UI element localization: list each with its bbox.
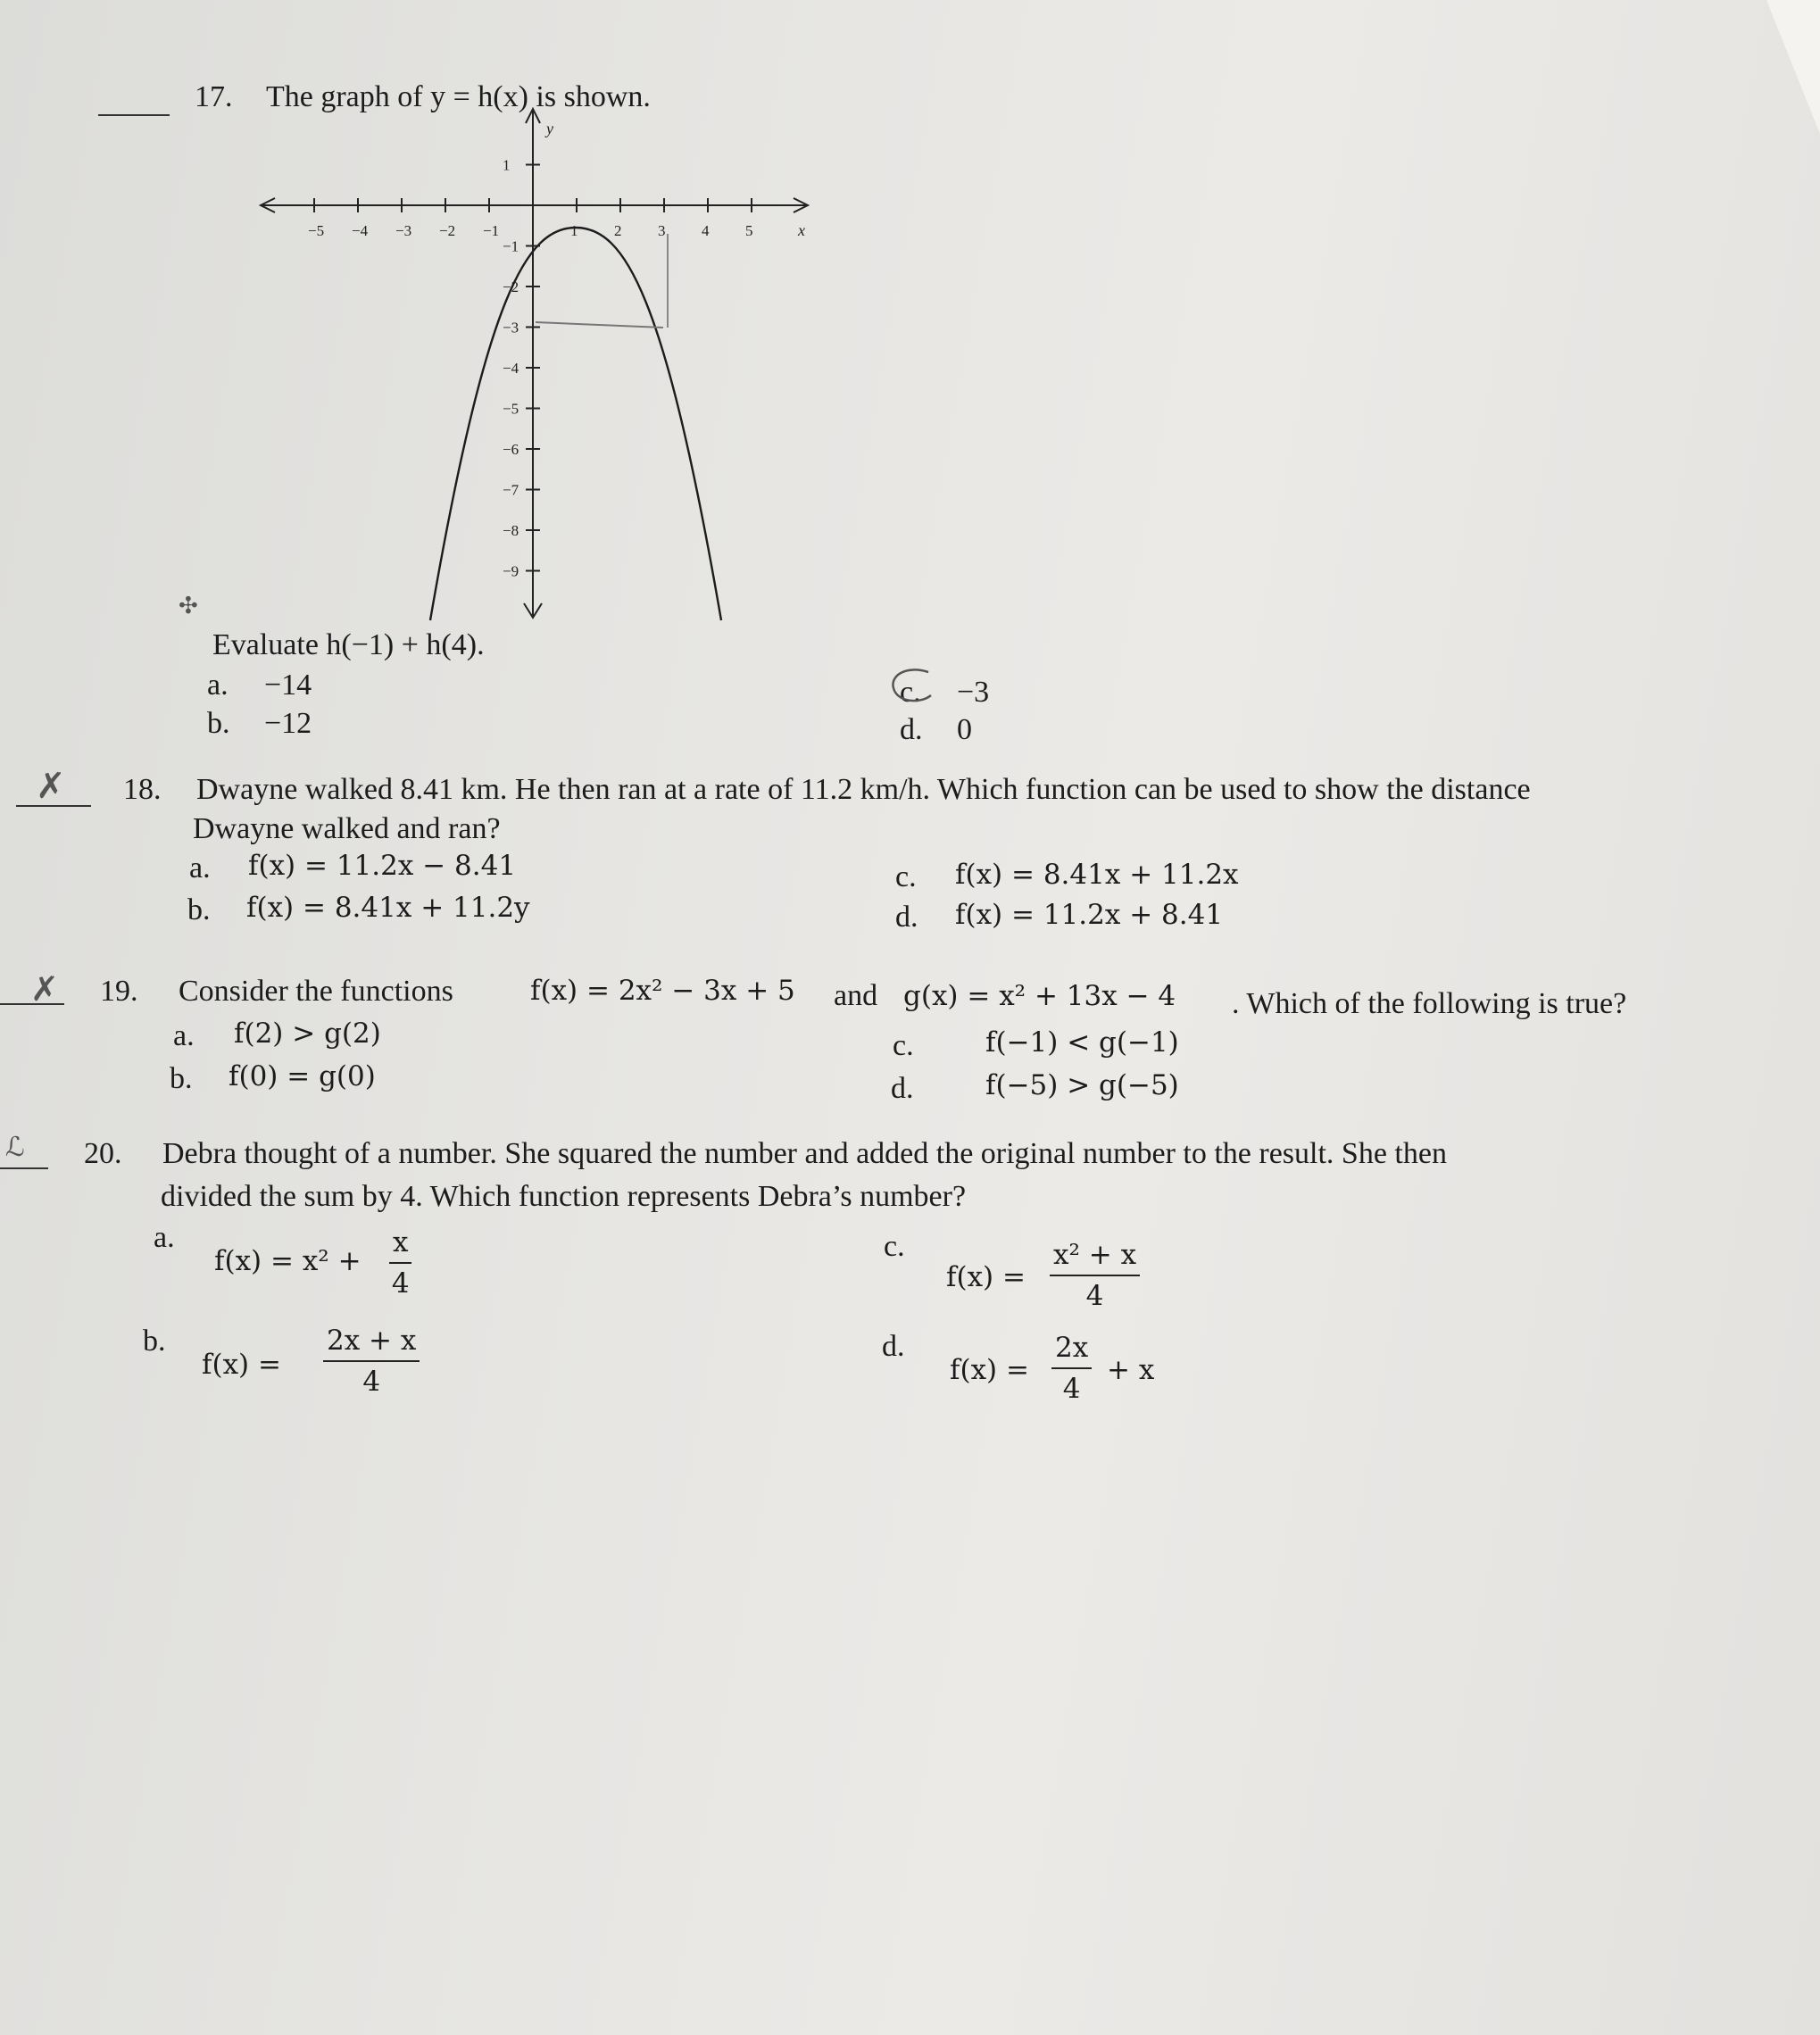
q20-choice-d-denominator: 4 — [1062, 1373, 1081, 1405]
q19-choice-d: f(−5) > g(−5) — [985, 1069, 1179, 1101]
x-tick-label: −5 — [308, 222, 325, 239]
q20-choice-a-letter: a. — [154, 1221, 175, 1254]
x-axis-label: x — [798, 221, 805, 239]
q19-number: 19. — [100, 975, 138, 1008]
y-tick-label: −3 — [503, 319, 519, 336]
desk-corner — [1766, 0, 1820, 134]
q18-choice-d-letter: d. — [895, 901, 918, 934]
q19-g-definition: g(x) = x² + 13x − 4 — [903, 980, 1176, 1012]
y-tick-label: 1 — [503, 156, 511, 174]
q20-choice-b-numerator: 2x + x — [323, 1325, 420, 1362]
y-tick-label: −9 — [503, 562, 519, 580]
q19-choice-d-letter: d. — [891, 1072, 914, 1105]
q20-choice-b-fraction — [323, 1325, 420, 1398]
pencil-star-mark: ✣ — [179, 593, 198, 619]
q20-choice-a-lhs: f(x) = x² + — [214, 1245, 362, 1277]
x-tick-label: 1 — [570, 222, 578, 239]
q20-choice-b-denominator: 4 — [362, 1366, 381, 1398]
q18-choice-b-letter: b. — [187, 893, 211, 926]
y-tick-label: −5 — [503, 400, 519, 418]
x-tick-label: 4 — [702, 222, 710, 239]
q20-choice-a-fraction — [389, 1226, 411, 1300]
y-tick-label: −4 — [503, 360, 519, 377]
q20-choice-c-numerator: x² + x — [1050, 1239, 1140, 1276]
y-tick-label: −1 — [503, 237, 519, 255]
q18-pencil-mark: ✗ — [36, 766, 66, 807]
q20-choice-d-numerator: 2x — [1051, 1332, 1092, 1369]
q20-prompt-line1: Debra thought of a number. She squared the number and added the original number to the result. She then — [162, 1137, 1447, 1170]
q20-number: 20. — [84, 1137, 122, 1170]
q17-evaluate: Evaluate h(−1) + h(4). — [212, 628, 485, 661]
q20-choice-c-letter: c. — [884, 1230, 905, 1263]
q18-choice-c-letter: c. — [895, 860, 917, 893]
x-tick-label: −3 — [395, 222, 412, 239]
q17-choice-c: −3 — [957, 676, 990, 709]
q19-choice-a-letter: a. — [173, 1019, 195, 1052]
q18-choice-b: f(x) = 8.41x + 11.2y — [246, 892, 530, 924]
q18-choice-c: f(x) = 8.41x + 11.2x — [955, 859, 1239, 891]
q19-choice-b-letter: b. — [170, 1062, 193, 1095]
q20-choice-d-lhs: f(x) = — [950, 1354, 1029, 1386]
q20-choice-a-denominator: 4 — [391, 1267, 410, 1300]
q19-choice-c-letter: c. — [893, 1029, 914, 1062]
q17-choice-c-letter: c. — [900, 676, 921, 709]
q20-choice-a-numerator: x — [389, 1226, 411, 1264]
q20-pencil-mark: ℒ — [5, 1132, 25, 1163]
q20-choice-c-fraction — [1050, 1239, 1140, 1312]
q18-number: 18. — [123, 773, 162, 806]
q17-choice-a: −14 — [264, 669, 312, 702]
q18-prompt-line1: Dwayne walked 8.41 km. He then ran at a rate of 11.2 km/h. Which function can be used to show the distance — [196, 773, 1531, 806]
q17-choice-a-letter: a. — [207, 669, 229, 702]
q17-number: 17. — [195, 80, 233, 113]
q19-prompt-end: . Which of the following is true? — [1232, 987, 1627, 1020]
q17-choice-b: −12 — [264, 707, 312, 740]
y-tick-label: −8 — [503, 522, 519, 539]
y-axis-label: y — [546, 120, 553, 137]
q17-prompt: The graph of y = h(x) is shown. — [266, 80, 651, 113]
q20-choice-d-fraction — [1051, 1332, 1092, 1405]
q19-prompt-start: Consider the functions — [179, 975, 453, 1008]
q20-choice-d-letter: d. — [882, 1330, 905, 1363]
q19-and: and — [834, 979, 878, 1012]
q18-choice-d: f(x) = 11.2x + 8.41 — [955, 899, 1224, 931]
parabola-curve — [430, 228, 721, 620]
q20-choice-d-tail: + x — [1107, 1354, 1155, 1386]
y-tick-label: −6 — [503, 441, 519, 458]
x-tick-label: 5 — [745, 222, 753, 239]
q19-f-definition: f(x) = 2x² − 3x + 5 — [530, 975, 795, 1007]
q19-choice-b: f(0) = g(0) — [229, 1060, 376, 1092]
q19-choice-a: f(2) > g(2) — [234, 1018, 381, 1050]
pencil-line-horizontal — [536, 322, 663, 328]
y-tick-label: −2 — [503, 278, 519, 295]
x-tick-label: 2 — [614, 222, 622, 239]
x-tick-label: −4 — [352, 222, 369, 239]
q17-graph — [0, 0, 857, 643]
q19-pencil-mark: ✗ — [30, 969, 59, 1009]
q18-prompt-line2: Dwayne walked and ran? — [193, 812, 501, 845]
q18-choice-a-letter: a. — [189, 851, 211, 885]
q17-choice-d: 0 — [957, 713, 972, 746]
q17-choice-d-letter: d. — [900, 713, 923, 746]
q20-choice-c-lhs: f(x) = — [946, 1261, 1026, 1293]
q20-choice-b-letter: b. — [143, 1325, 166, 1358]
q20-choice-b-lhs: f(x) = — [202, 1349, 281, 1381]
q17-choice-c-circled-mark — [888, 665, 942, 710]
q19-choice-c: f(−1) < g(−1) — [985, 1026, 1179, 1059]
x-tick-label: −1 — [483, 222, 500, 239]
q20-prompt-line2: divided the sum by 4. Which function represents Debra’s number? — [161, 1180, 967, 1213]
q20-answer-blank — [0, 1167, 48, 1169]
q18-choice-a: f(x) = 11.2x − 8.41 — [248, 850, 517, 882]
q20-choice-c-denominator: 4 — [1085, 1280, 1104, 1312]
x-tick-label: −2 — [439, 222, 456, 239]
q17-choice-b-letter: b. — [207, 707, 230, 740]
x-tick-label: 3 — [658, 222, 666, 239]
y-tick-label: −7 — [503, 481, 519, 499]
